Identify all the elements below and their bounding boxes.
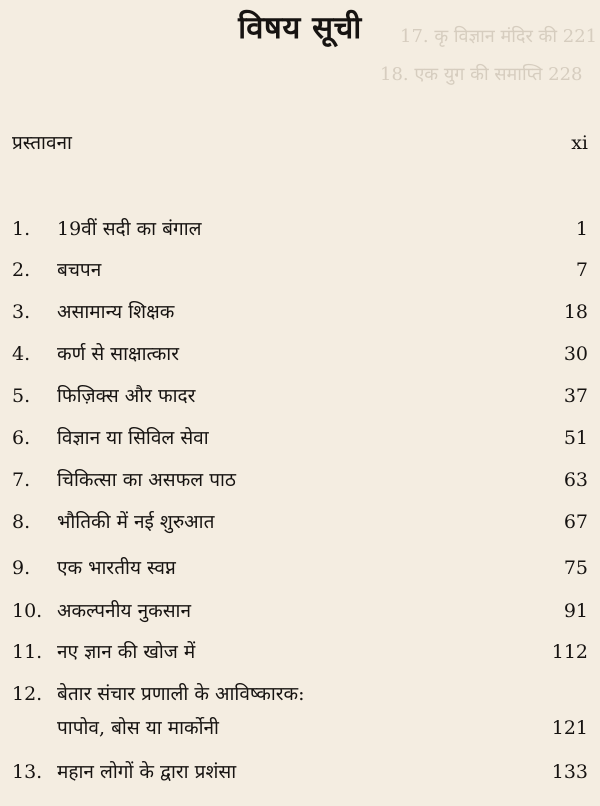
- chapter-page: 1: [575, 218, 588, 240]
- toc-preface: [12, 128, 588, 158]
- preface-page: xi: [571, 132, 588, 154]
- chapter-page: 121: [551, 717, 588, 739]
- chapter-number: 9.: [12, 557, 31, 579]
- chapter-number: 12.: [12, 683, 43, 705]
- toc-row: [12, 297, 588, 327]
- bleed-through-text: 17. कृ विज्ञान मंदिर की 221: [400, 26, 598, 47]
- toc-row: [12, 553, 588, 583]
- chapter-number: 10.: [12, 600, 43, 622]
- chapter-title: कर्ण से साक्षात्कार: [57, 343, 179, 365]
- chapter-number: 13.: [12, 761, 43, 783]
- page-title: विषय सूची: [238, 10, 362, 46]
- chapter-title: 19वीं सदी का बंगाल: [57, 218, 202, 240]
- chapter-number: 4.: [12, 343, 31, 365]
- chapter-number: 1.: [12, 218, 31, 240]
- chapter-title: असामान्य शिक्षक: [57, 301, 175, 323]
- chapter-number: 5.: [12, 385, 31, 407]
- toc-row: [12, 255, 588, 285]
- chapter-title: नए ज्ञान की खोज में: [57, 641, 196, 663]
- chapter-page: 37: [563, 385, 588, 407]
- toc-row: [12, 381, 588, 411]
- toc-row: [12, 596, 588, 626]
- chapter-title: बेतार संचार प्रणाली के आविष्कारक:: [57, 683, 305, 705]
- toc-row: [12, 465, 588, 495]
- toc-row: [12, 637, 588, 667]
- chapter-title-line2: पापोव, बोस या मार्कोनी: [57, 717, 219, 739]
- toc-row: [12, 214, 588, 244]
- chapter-title: बचपन: [57, 259, 102, 281]
- chapter-title: विज्ञान या सिविल सेवा: [57, 427, 209, 449]
- bleed-through-text: 18. एक युग की समाप्ति 228: [380, 64, 583, 85]
- chapter-number: 11.: [12, 641, 43, 663]
- toc-row: [12, 679, 588, 709]
- chapter-number: 6.: [12, 427, 31, 449]
- chapter-title: चिकित्सा का असफल पाठ: [57, 469, 236, 491]
- chapter-number: 8.: [12, 511, 31, 533]
- toc-row-continuation: [12, 713, 588, 743]
- chapter-page: 133: [551, 761, 588, 783]
- chapter-page: 75: [563, 557, 588, 579]
- chapter-page: 51: [563, 427, 588, 449]
- chapter-title: भौतिकी में नई शुरुआत: [57, 511, 215, 533]
- preface-label: प्रस्तावना: [12, 132, 72, 154]
- toc-row: [12, 423, 588, 453]
- toc-row: [12, 507, 588, 537]
- chapter-page: 91: [563, 600, 588, 622]
- chapter-title: एक भारतीय स्वप्न: [57, 557, 176, 579]
- chapter-number: 7.: [12, 469, 31, 491]
- chapter-title: अकल्पनीय नुकसान: [57, 600, 192, 622]
- chapter-page: 30: [563, 343, 588, 365]
- chapter-title: फिज़िक्स और फादर: [57, 385, 196, 407]
- chapter-page: 63: [563, 469, 588, 491]
- chapter-page: 67: [563, 511, 588, 533]
- toc-row: [12, 339, 588, 369]
- toc-row: [12, 757, 588, 787]
- chapter-title: महान लोगों के द्वारा प्रशंसा: [57, 761, 237, 783]
- chapter-number: 2.: [12, 259, 31, 281]
- chapter-page: 7: [575, 259, 588, 281]
- chapter-page: 18: [563, 301, 588, 323]
- chapter-page: 112: [551, 641, 588, 663]
- chapter-number: 3.: [12, 301, 31, 323]
